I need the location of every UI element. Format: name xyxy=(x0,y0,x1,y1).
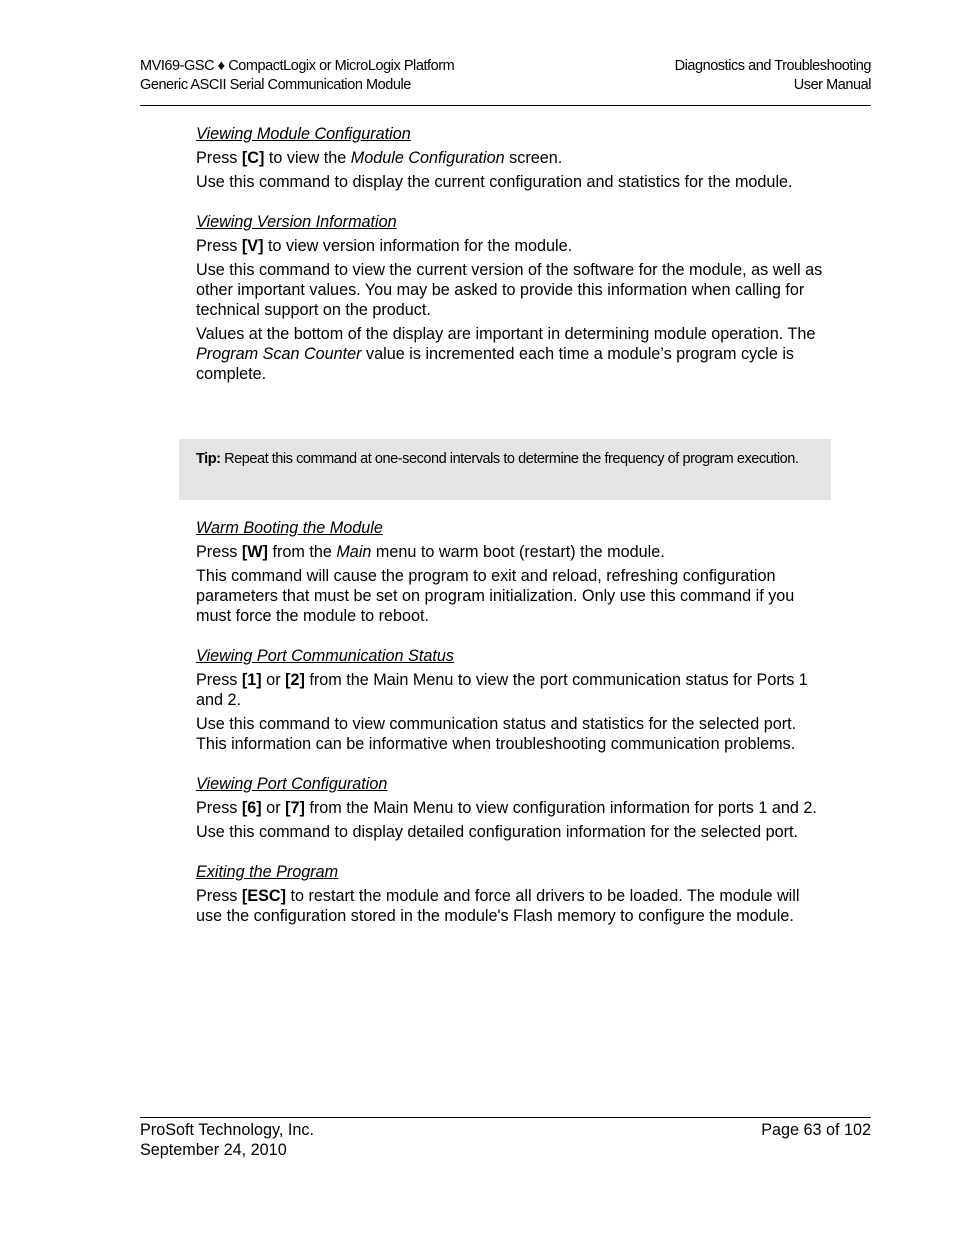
key-label: [6] xyxy=(241,799,262,817)
section-exiting-the-program xyxy=(196,862,826,926)
main-content-continued xyxy=(196,518,826,946)
header-right xyxy=(675,57,871,95)
key-label: [C] xyxy=(241,149,265,167)
section-viewing-version-information xyxy=(196,212,826,384)
header-chapter-title: Diagnostics and Troubleshooting xyxy=(674,58,871,74)
text-run: value is incremented each time a module’s program cycle is complete. xyxy=(196,345,795,383)
section-heading: Viewing Port Configuration xyxy=(196,775,388,793)
key-label: [ESC] xyxy=(241,887,286,905)
paragraph: Use this command to display the current configuration and statistics for the module. xyxy=(196,173,793,191)
section-viewing-module-configuration xyxy=(196,124,826,192)
text-run: screen. xyxy=(504,149,563,167)
header-product-title: MVI69-GSC ♦ CompactLogix or MicroLogix Platform xyxy=(140,58,455,74)
section-heading: Exiting the Program xyxy=(196,863,339,881)
key-label: [V] xyxy=(241,237,264,255)
paragraph xyxy=(196,148,826,168)
main-content xyxy=(196,124,826,404)
text-run: from the xyxy=(267,543,337,561)
text-run: from the Main Menu to view configuration information for ports 1 and 2. xyxy=(304,799,817,817)
section-warm-booting-the-module xyxy=(196,518,826,626)
text-run: Press xyxy=(196,543,242,561)
paragraph xyxy=(196,236,826,256)
emphasis-text: Module Configuration xyxy=(350,149,505,167)
paragraph xyxy=(196,798,826,818)
tip-text xyxy=(196,450,816,469)
key-label: [W] xyxy=(241,543,268,561)
text-run: Press xyxy=(196,887,242,905)
header-manual-type: User Manual xyxy=(793,77,871,93)
tip-body: Repeat this command at one-second intervals to determine the frequency of program execution. xyxy=(220,451,799,467)
section-viewing-port-communication-status xyxy=(196,646,826,754)
paragraph xyxy=(196,886,826,926)
text-run: or xyxy=(261,671,286,689)
footer-company: ProSoft Technology, Inc. xyxy=(140,1121,314,1139)
emphasis-text: Main xyxy=(336,543,372,561)
header-module-name: Generic ASCII Serial Communication Module xyxy=(140,77,411,93)
section-heading: Warm Booting the Module xyxy=(196,519,383,537)
paragraph xyxy=(196,542,826,562)
page-header xyxy=(140,57,871,106)
text-run: Press xyxy=(196,671,242,689)
section-heading: Viewing Version Information xyxy=(196,213,397,231)
text-run: Press xyxy=(196,799,242,817)
page-footer xyxy=(140,1117,871,1159)
key-label: [2] xyxy=(285,671,305,689)
tip-label: Tip: xyxy=(196,451,221,467)
key-label: [7] xyxy=(285,799,305,817)
header-left xyxy=(140,57,454,95)
tip-callout xyxy=(179,439,831,500)
text-run: to restart the module and force all drivers to be loaded. The module will use the configuration stored in the module's Flash memory to configure the module. xyxy=(196,887,800,925)
paragraph: Use this command to view communication status and statistics for the selected port. This information can be informative when troubleshooting communication problems. xyxy=(196,715,797,753)
paragraph: This command will cause the program to exit and reload, refreshing configuration parameters that must be set on program initialization. Only use this command if you must force the module to reboot. xyxy=(196,567,795,625)
paragraph xyxy=(196,324,826,384)
footer-date: September 24, 2010 xyxy=(140,1141,287,1159)
paragraph xyxy=(196,670,826,710)
section-viewing-port-configuration xyxy=(196,774,826,842)
text-run: Press xyxy=(196,149,242,167)
text-run: or xyxy=(261,799,286,817)
paragraph: Use this command to view the current version of the software for the module, as well as other important values. You may be asked to provide this information when calling for technical support on the product. xyxy=(196,261,823,319)
text-run: menu to warm boot (restart) the module. xyxy=(371,543,665,561)
text-run: to view the xyxy=(264,149,351,167)
key-label: [1] xyxy=(241,671,262,689)
text-run: to view version information for the module. xyxy=(263,237,573,255)
text-run: Values at the bottom of the display are important in determining module operation. The xyxy=(196,325,816,343)
footer-page-number: Page 63 of 102 xyxy=(761,1121,871,1139)
paragraph: Use this command to display detailed configuration information for the selected port. xyxy=(196,823,798,841)
emphasis-text: Program Scan Counter xyxy=(196,345,362,363)
footer-left xyxy=(140,1120,314,1160)
text-run: Press xyxy=(196,237,242,255)
text-run: from the Main Menu to view the port communication status for Ports 1 and 2. xyxy=(196,671,808,709)
section-heading: Viewing Port Communication Status xyxy=(196,647,454,665)
section-heading: Viewing Module Configuration xyxy=(196,125,411,143)
